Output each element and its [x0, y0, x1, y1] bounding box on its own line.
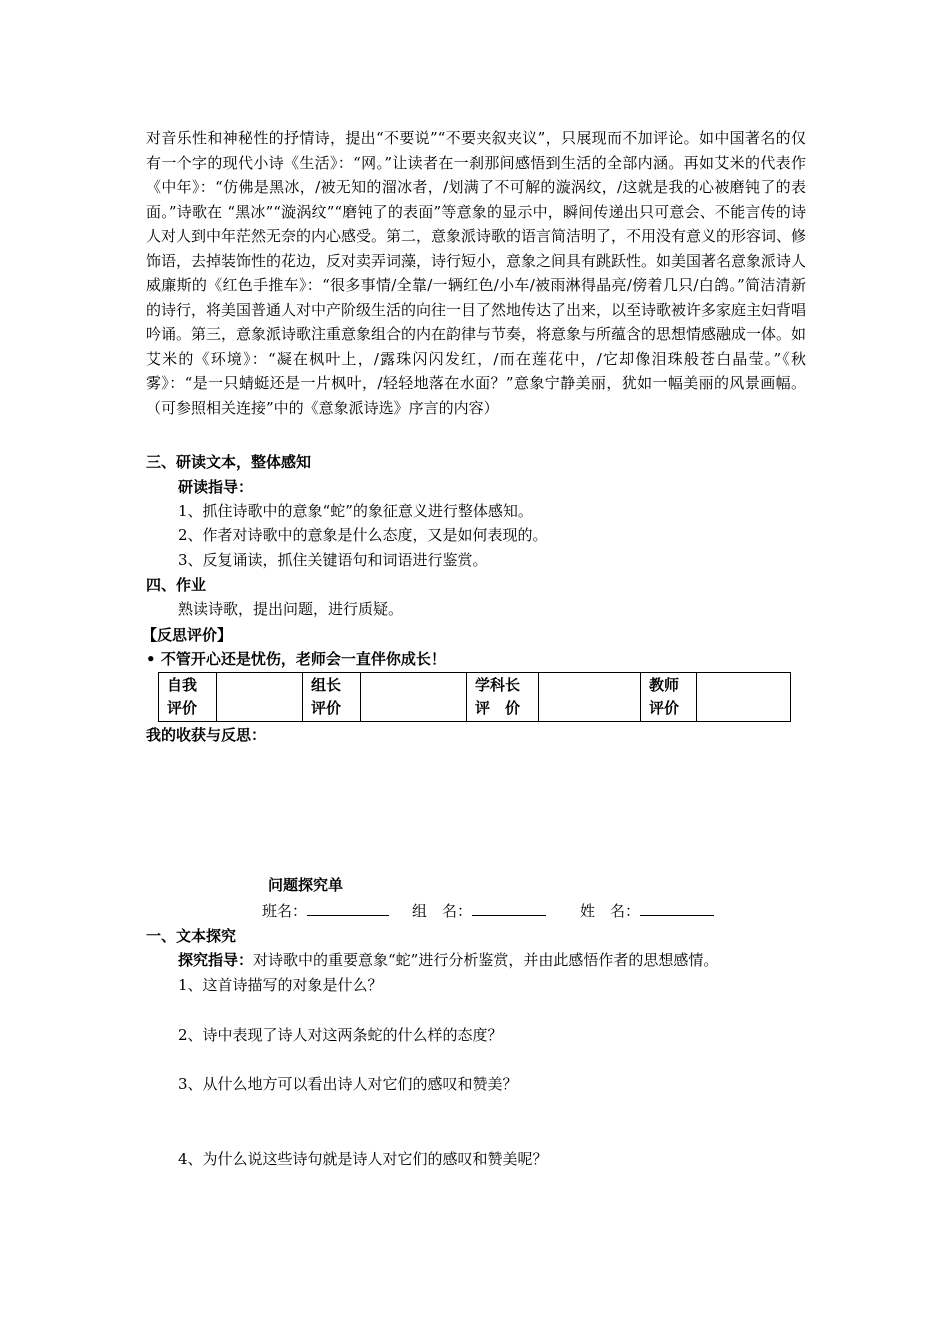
teacher-eval-cell[interactable] — [697, 673, 791, 722]
bullet-icon: • — [146, 650, 156, 668]
section4-text: 熟读诗歌，提出问题，进行质疑。 — [178, 600, 404, 618]
encouragement-line — [146, 648, 446, 670]
subject-lead-eval-cell[interactable] — [539, 673, 641, 722]
worksheet-guide-line — [178, 949, 718, 971]
group-label: 组 名： — [412, 902, 473, 920]
encouragement-text: 不管开心还是忧伤，老师会一直伴你成长！ — [160, 650, 446, 668]
leader-eval-label: 组长 评价 — [303, 673, 361, 722]
gains-label: 我的收获与反思： — [146, 726, 267, 744]
worksheet-guide-text: 对诗歌中的重要意象“蛇”进行分析鉴赏，并由此感悟作者的思想感情。 — [253, 951, 719, 969]
reflection-heading: 【反思评价】 — [142, 626, 233, 644]
worksheet-name-field — [580, 900, 714, 922]
section3-item-1: 1、抓住诗歌中的意象“蛇”的象征意义进行整体感知。 — [178, 502, 533, 520]
leader-eval-cell[interactable] — [361, 673, 467, 722]
worksheet-class-field — [262, 900, 389, 922]
question-2: 2、诗中表现了诗人对这两条蛇的什么样的态度？ — [178, 1026, 503, 1044]
question-1: 1、这首诗描写的对象是什么？ — [178, 976, 383, 994]
intro-text: 对音乐性和神秘性的抒情诗，提出“不要说”“不要夹叙夹议”，只展现而不加评论。如中国著名的仅有一个字的现代小诗《生活》：“网。”让读者在一刹那间感悟到生活的全部内涵。再如艾米的代表作《中年》：“仿佛是黑冰，/被无知的溜冰者，/划满了不可解的漩涡纹，/这就是我的心被磨钝了的表面。”诗歌在 “黑冰”“漩涡纹”“磨钝了的表面”等意象的显示中，瞬间传递出只可意会、不能言传的诗人对人到中年茫然无奈的内心感受。第二，意象派诗歌的语言简洁明了，不用没有意义的形容词、修饰语，去掉装饰性的花边，反对卖弄词藻，诗行短小，意象之间具有跳跃性。如美国著名意象派诗人威廉斯的《红色手推车》：“很多事情/全靠/一辆红色/小车/被雨淋得晶亮/傍着几只/白鸽。”简洁清新的诗行，将美国普通人对中产阶级生活的向往一目了然地传达了出来，以至诗歌被许多家庭主妇背唱吟诵。第三，意象派诗歌注重意象组合的内在韵律与节奏，将意象与所蕴含的思想情感融成一体。如艾米的《环境》：“凝在枫叶上，/露珠闪闪发红，/而在莲花中，/它却像泪珠般苍白晶莹。”《秋雾》：“是一只蜻蜓还是一片枫叶，/轻轻地落在水面？”意象宁静美丽，犹如一幅美丽的风景画幅。（可参照相关连接”中的《意象派诗选》序言的内容） — [146, 129, 807, 417]
class-label: 班名： — [262, 902, 308, 920]
evaluation-row — [159, 673, 791, 722]
name-label: 姓 名： — [580, 902, 641, 920]
intro-paragraph — [146, 126, 806, 420]
group-blank[interactable] — [472, 914, 546, 916]
section3-heading: 三、研读文本，整体感知 — [146, 453, 312, 471]
name-blank[interactable] — [640, 914, 714, 916]
section3-guide-label: 研读指导： — [178, 478, 254, 496]
worksheet-guide-label: 探究指导： — [178, 951, 254, 969]
section4-heading: 四、作业 — [146, 576, 207, 594]
self-eval-label: 自我 评价 — [159, 673, 217, 722]
subject-lead-eval-label: 学科长 评 价 — [467, 673, 539, 722]
class-blank[interactable] — [307, 914, 389, 916]
section3-item-2: 2、作者对诗歌中的意象是什么态度，又是如何表现的。 — [178, 526, 548, 544]
worksheet-group-field — [412, 900, 546, 922]
self-eval-cell[interactable] — [217, 673, 303, 722]
section3-item-3: 3、反复诵读，抓住关键语句和词语进行鉴赏。 — [178, 551, 488, 569]
teacher-eval-label: 教师 评价 — [641, 673, 697, 722]
question-4: 4、为什么说这些诗句就是诗人对它们的感叹和赞美呢？ — [178, 1150, 548, 1168]
evaluation-table — [158, 672, 791, 722]
worksheet-section1-heading: 一、文本探究 — [146, 927, 237, 945]
worksheet-title: 问题探究单 — [268, 876, 344, 894]
question-3: 3、从什么地方可以看出诗人对它们的感叹和赞美？ — [178, 1075, 518, 1093]
